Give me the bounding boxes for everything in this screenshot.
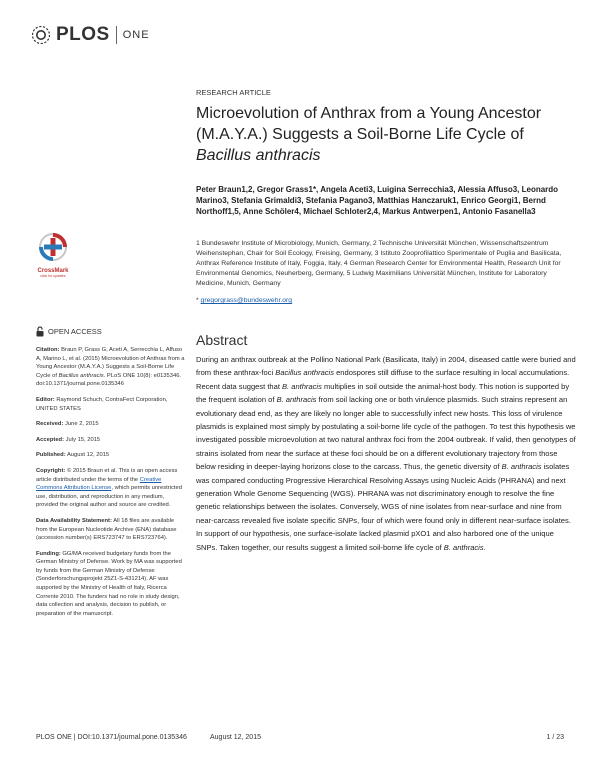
abstract-text: multiplies in soil outside the animal-host body. This notion is supported by the frequent isolation of — [196, 381, 570, 405]
citation-label: Citation: — [36, 347, 60, 353]
logo-plos-text: PLOS — [56, 24, 110, 45]
corresponding-email — [196, 297, 292, 304]
abstract-text: endospores still diffuse to the surface resulting in local accumulations. Recent data suggest that — [196, 368, 570, 391]
copyright-label: Copyright: — [36, 467, 66, 474]
citation-block — [36, 346, 186, 389]
abstract-heading: Abstract — [196, 332, 248, 348]
editor-label: Editor: — [36, 396, 55, 403]
open-access-label: OPEN ACCESS — [48, 327, 102, 336]
plos-one-logo — [30, 24, 150, 46]
editor-block — [36, 396, 186, 413]
title-text: Microevolution of Anthrax from a Young Ancestor (M.A.Y.A.) Suggests a Soil-Borne Life Cycle of — [196, 105, 542, 143]
crossmark-icon — [38, 232, 68, 262]
crossmark-sublabel: click for updates — [40, 274, 66, 278]
citation-text: Braun P, Grass G, Aceti A, Serrecchia L, Affuso A, Marino L, et al. (2015) Microevolution of Anthrax from a Young Ancestor (M.A.Y.A.) Suggests a Soil-Borne Life Cycle of — [36, 347, 185, 379]
affiliations: 1 Bundeswehr Institute of Microbiology, Munich, Germany, 2 Technische Universität München, Wissenschaftszentrum Weihenstephan, Chair for Soil Ecology, Freising, Germany, 3 Istituto Zooprofilattico Sperimentale of Puglia and Basilicata, Anthrax Reference Institute of Italy, Foggia, Italy, 4 German Research Center for Environmental Health, Research Unit for Environmental Genomics, Neuherberg, Germany, 5 Ludwig Maximilians Universität München, Institute for Laboratory Medicine, Munich, Germany — [196, 240, 562, 287]
published-text: August 12, 2015 — [66, 452, 110, 459]
abstract-species: B. anthracis — [282, 381, 322, 391]
abstract-text: from soil lacking one or both virulence plasmids. Such strains represent an evolutionary dead end, as they are likely no longer able to successfully infect new hosts. This loss of virulence plasmids is explained most simply by postulating a soil-borne life cycle of the pathogen. To test this hypothesis we investigated possible microevolution at two natural anthrax foci from the 2004 outbreak. If valid, then genotypes of strains isolated from near the surface at these foci should be on a different evolutionary trajectory from those below residing in deeper-laying horizons close to the carcass. Thus, the genetic diversity of — [196, 395, 576, 472]
editor-text: Raymond Schuch, ContraFect Corporation, UNITED STATES — [36, 396, 168, 412]
copyright-text: © 2015 Braun et al. This is an open access article distributed under the terms of the — [36, 467, 178, 483]
open-lock-icon — [36, 326, 44, 337]
email-link[interactable]: gregorgrass@bundeswehr.org — [200, 297, 293, 304]
abstract-species: B. anthracis — [276, 395, 317, 405]
data-availability-block — [36, 517, 186, 543]
abstract-species: Bacillus anthracis — [275, 368, 335, 378]
footer-page-number: 1 / 23 — [546, 734, 564, 741]
abstract-text: isolates was compared conducting Progressive Hierarchical Resolving Assays using Nucleic Acids (PHRANA) and next generation Whole Genome Sequencing (WGS). PHRANA was not discriminatory enough to resolve the fine genetic relationships between the isolates. Conversely, WGS of nine isolates from near-surface and nine from near-carcass revealed five isolate specific SNPs, four of which were found only in different near-surface isolates. In support of our hypothesis, one surface-isolate lacked plasmid pXO1 and also harbored one of the unique SNPs. Taken together, our results suggest a limited soil-borne life cycle of — [196, 462, 571, 552]
published-label: Published: — [36, 452, 66, 459]
logo-divider — [116, 26, 117, 44]
abstract-body — [196, 353, 576, 554]
abstract-species: B. anthracis — [501, 462, 542, 472]
crossmark-badge[interactable] — [34, 232, 72, 278]
footer-journal-doi: PLOS ONE | DOI:10.1371/journal.pone.0135346 — [36, 734, 187, 741]
corresponding-star: * — [196, 297, 199, 304]
citation-italic: Bacillus anthracis — [58, 372, 104, 379]
license-link[interactable]: Creative Commons Attribution License — [36, 476, 162, 492]
received-block — [36, 420, 186, 429]
footer-date: August 12, 2015 — [210, 734, 261, 741]
received-label: Received: — [36, 421, 64, 428]
funding-block — [36, 550, 186, 619]
logo-one-text: ONE — [122, 29, 150, 41]
abstract-species: B. anthracis — [443, 542, 484, 552]
article-title — [196, 103, 576, 166]
crossmark-label: CrossMark — [37, 268, 69, 274]
author-list: Peter Braun1,2, Gregor Grass1*, Angela Aceti3, Luigina Serrecchia3, Alessia Affuso3, Leonardo Marino3, Stefania Grimaldi3, Stefania Pagano3, Matthias Hanczaruk1, Enrico Georgi1, Bernd Northoff1,5, Anne Schöler4, Michael Schloter2,4, Markus Antwerpen1, Antonio Fasanella3 — [196, 185, 559, 216]
accepted-block — [36, 436, 186, 445]
published-block — [36, 451, 186, 460]
abstract-text: . — [483, 542, 486, 552]
plos-logo-icon — [30, 24, 52, 46]
page-footer — [36, 734, 564, 741]
title-italic-text: Bacillus anthracis — [196, 147, 321, 164]
citation-tail: . PLoS ONE 10(8): e0135346. doi:10.1371/journal.pone.0135346 — [36, 372, 182, 388]
data-availability-text: All 18 files are available from the European Nucleotide Archive (ENA) database (accession number(s) ERS723747 to ERS723764). — [36, 517, 177, 542]
funding-label: Funding: — [36, 550, 61, 557]
received-text: June 2, 2015 — [65, 421, 99, 428]
article-type: RESEARCH ARTICLE — [196, 88, 271, 97]
abstract-text: During an anthrax outbreak at the Pollino National Park (Basilicata, Italy) in 2004, diseased cattle were buried and from these anthrax-foci — [196, 355, 576, 378]
copyright-block — [36, 467, 186, 510]
article-info-sidebar — [36, 346, 186, 625]
data-availability-label: Data Availability Statement: — [36, 517, 112, 524]
copyright-tail: , which permits unrestricted use, distribution, and reproduction in any medium, provided the original author and source are credited. — [36, 485, 182, 509]
accepted-text: July 15, 2015 — [65, 436, 101, 443]
open-access-badge — [36, 326, 102, 337]
accepted-label: Accepted: — [36, 436, 65, 443]
funding-text: GG/MA received budgetary funds from the German Ministry of Defense. Work by MA was supported by funds from the German Ministry of Defense (Sonderforschungsprojekt 25Z1-S-431214). AF was supported by the Ministry of Health of Italy, Ricerca Corrente 2010. The funders had no role in study design, data collection and analysis, decision to publish, or preparation of the manuscript. — [36, 550, 182, 617]
